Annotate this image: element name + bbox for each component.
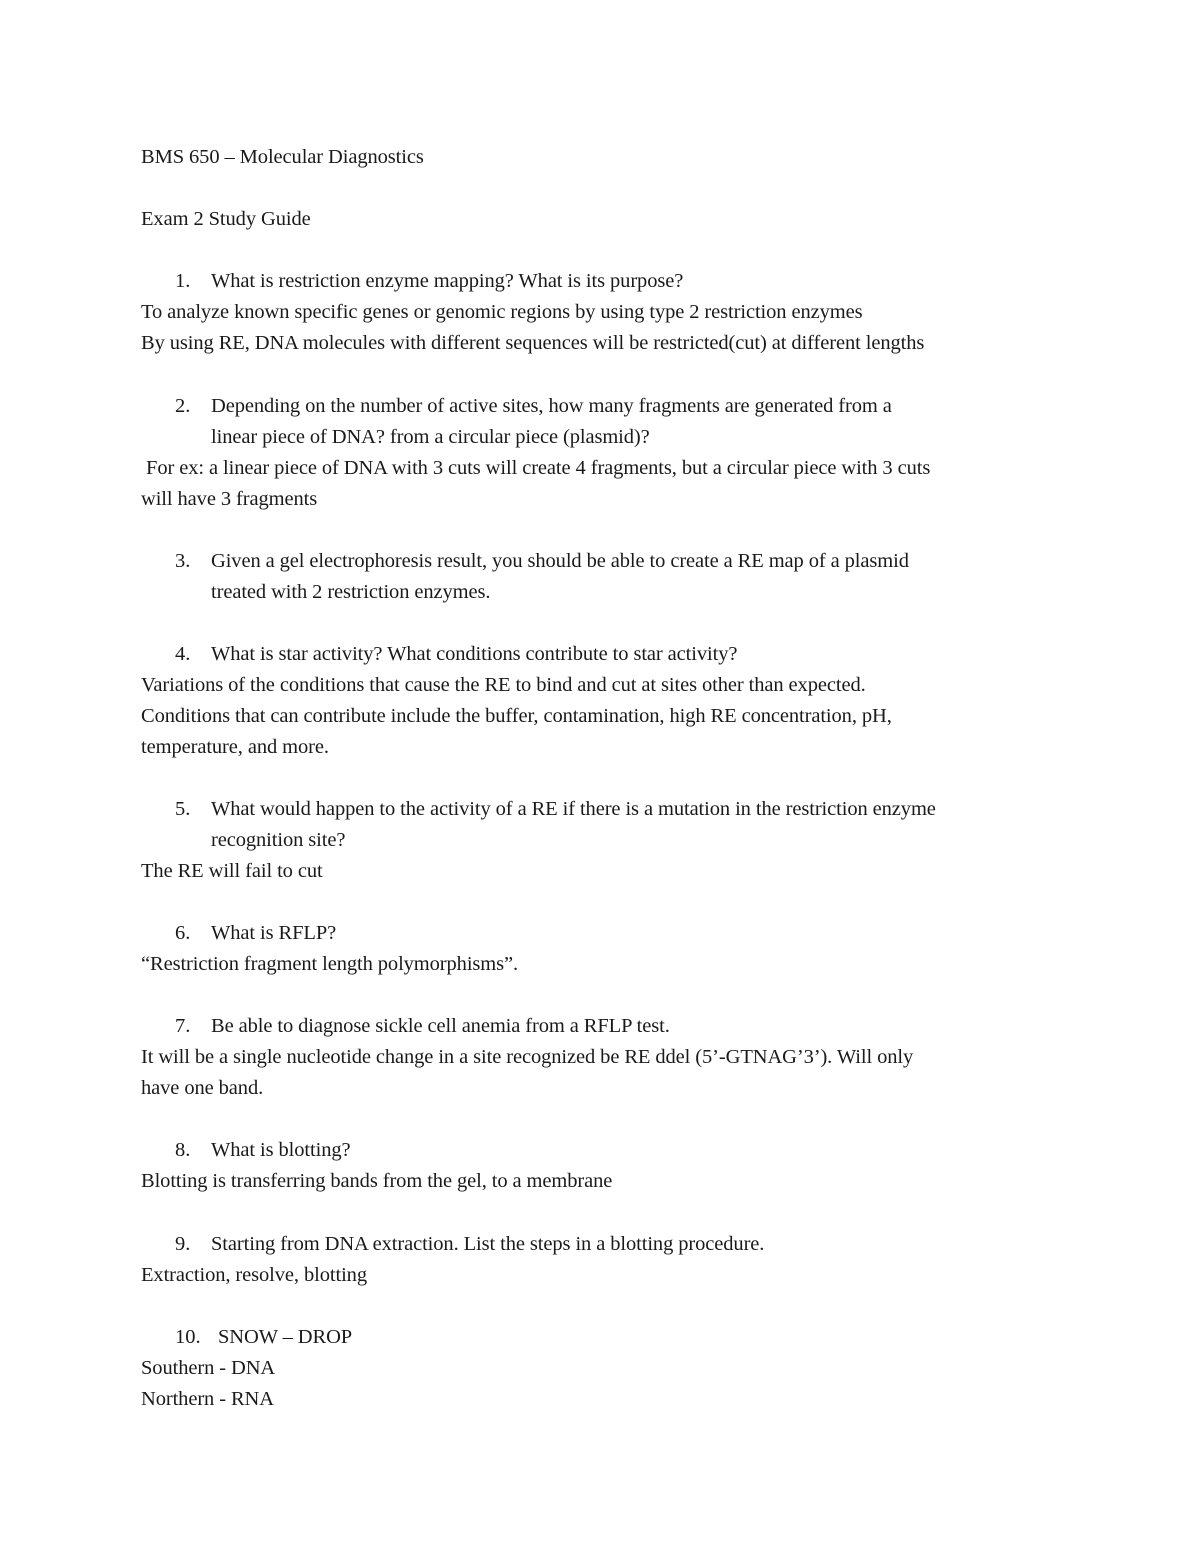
question-number: 2. xyxy=(175,395,191,417)
question-text: Given a gel electrophoresis result, you should be able to create a RE map of a plasmid xyxy=(211,550,909,572)
question-number: 10. xyxy=(175,1326,201,1348)
question-number: 7. xyxy=(175,1015,191,1037)
answer-line: Southern - DNA xyxy=(141,1357,276,1379)
question-text: What is restriction enzyme mapping? What is its purpose? xyxy=(211,270,684,292)
course-title: BMS 650 – Molecular Diagnostics xyxy=(141,146,424,168)
answer-line: Variations of the conditions that cause the RE to bind and cut at sites other than expected. xyxy=(141,674,866,696)
question-number: 3. xyxy=(175,550,191,572)
answer-line: Conditions that can contribute include the buffer, contamination, high RE concentration, pH, xyxy=(141,705,892,727)
question-text: What is blotting? xyxy=(211,1139,351,1161)
question-number: 1. xyxy=(175,270,191,292)
question-text: Starting from DNA extraction. List the steps in a blotting procedure. xyxy=(211,1233,765,1255)
question-text: Depending on the number of active sites, how many fragments are generated from a xyxy=(211,395,892,417)
question-text: linear piece of DNA? from a circular piece (plasmid)? xyxy=(211,426,650,448)
question-number: 5. xyxy=(175,798,191,820)
answer-line: By using RE, DNA molecules with different sequences will be restricted(cut) at different lengths xyxy=(141,332,925,354)
question-text: treated with 2 restriction enzymes. xyxy=(211,581,491,603)
answer-line: For ex: a linear piece of DNA with 3 cuts will create 4 fragments, but a circular piece with 3 cuts xyxy=(141,457,931,479)
question-text: What is RFLP? xyxy=(211,922,337,944)
answer-line: The RE will fail to cut xyxy=(141,860,323,882)
question-number: 6. xyxy=(175,922,191,944)
question-text: recognition site? xyxy=(211,829,346,851)
answer-line: “Restriction fragment length polymorphisms”. xyxy=(141,953,519,975)
answer-line: It will be a single nucleotide change in a site recognized be RE ddel (5’-GTNAG’3’). Will only xyxy=(141,1046,914,1068)
question-number: 8. xyxy=(175,1139,191,1161)
answer-line: temperature, and more. xyxy=(141,736,329,758)
answer-line: Blotting is transferring bands from the gel, to a membrane xyxy=(141,1170,613,1192)
question-text: What would happen to the activity of a RE if there is a mutation in the restriction enzyme xyxy=(211,798,936,820)
answer-line: Extraction, resolve, blotting xyxy=(141,1264,367,1286)
question-text: SNOW – DROP xyxy=(218,1326,353,1348)
question-number: 9. xyxy=(175,1233,191,1255)
question-text: What is star activity? What conditions contribute to star activity? xyxy=(211,643,738,665)
answer-line: have one band. xyxy=(141,1077,264,1099)
study-guide-title: Exam 2 Study Guide xyxy=(141,208,311,230)
question-text: Be able to diagnose sickle cell anemia from a RFLP test. xyxy=(211,1015,670,1037)
question-number: 4. xyxy=(175,643,191,665)
answer-line: To analyze known specific genes or genomic regions by using type 2 restriction enzymes xyxy=(141,301,863,323)
answer-line: Northern - RNA xyxy=(141,1388,274,1410)
answer-line: will have 3 fragments xyxy=(141,488,318,510)
